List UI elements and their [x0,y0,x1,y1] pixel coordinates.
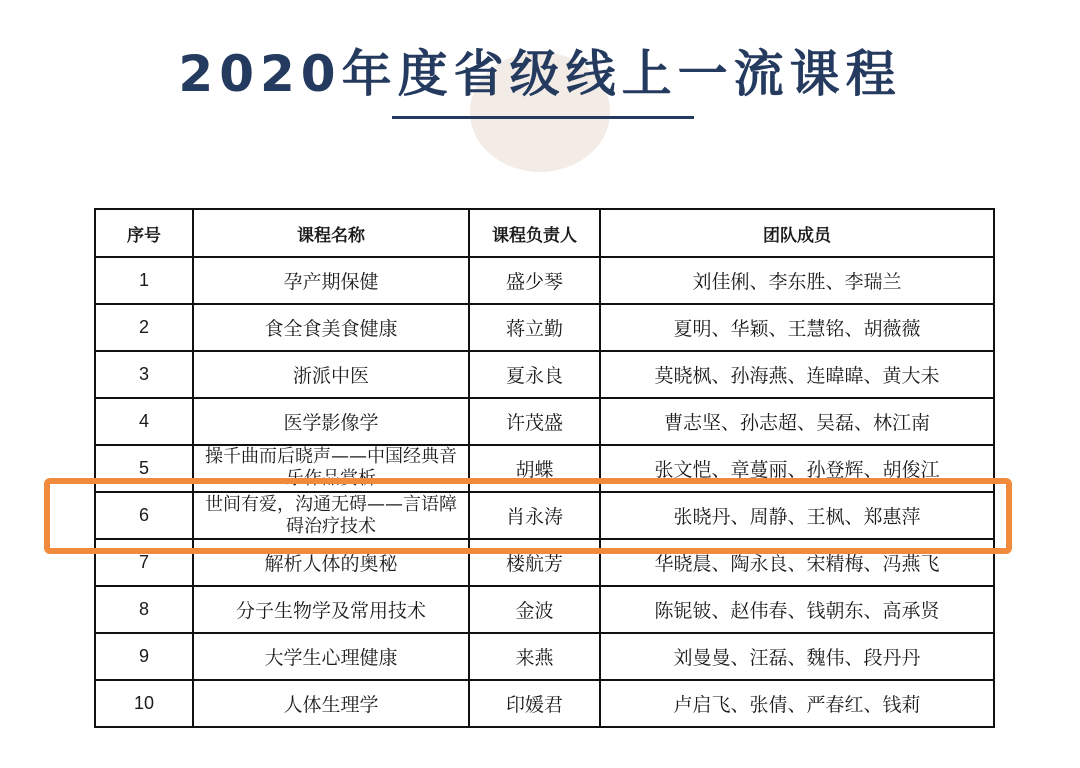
row-course-name: 分子生物学及常用技术 [193,586,469,633]
title-underline [392,116,694,119]
row-members: 张文恺、章蔓丽、孙登辉、胡俊江 [600,445,994,492]
row-course-name: 医学影像学 [193,398,469,445]
table-header-row [95,209,994,257]
page-title: 2020年度省级线上一流课程 [178,45,902,103]
row-members: 陈铌铍、赵伟春、钱朝东、高承贤 [600,586,994,633]
row-members: 夏明、华颖、王慧铭、胡薇薇 [600,304,994,351]
row-index: 8 [95,586,193,633]
header-leader: 课程负责人 [469,209,600,257]
table-row [95,586,994,633]
row-index: 7 [95,539,193,586]
table-row [95,257,994,304]
row-course-name: 大学生心理健康 [193,633,469,680]
highlight-box-row-6 [44,478,1012,554]
row-index: 5 [95,445,193,492]
table-row [95,680,994,727]
row-members: 华晓晨、陶永良、宋精梅、冯燕飞 [600,539,994,586]
row-course-name: 食全食美食健康 [193,304,469,351]
row-leader: 印媛君 [469,680,600,727]
row-course-name: 世间有爱，沟通无碍——言语障碍治疗技术 [193,492,469,539]
row-leader: 金波 [469,586,600,633]
row-leader: 盛少琴 [469,257,600,304]
table-row [95,398,994,445]
course-name-text: 操千曲而后晓声——中国经典音乐作品赏析 [205,446,457,489]
row-index: 1 [95,257,193,304]
header-members: 团队成员 [600,209,994,257]
row-leader: 来燕 [469,633,600,680]
row-members: 莫晓枫、孙海燕、连暐暐、黄大未 [600,351,994,398]
row-leader: 楼航芳 [469,539,600,586]
table-row [95,633,994,680]
row-members: 曹志坚、孙志超、吴磊、林江南 [600,398,994,445]
row-members: 张晓丹、周静、王枫、郑惠萍 [600,492,994,539]
header-course-name: 课程名称 [193,209,469,257]
row-index: 9 [95,633,193,680]
row-leader: 夏永良 [469,351,600,398]
header-index: 序号 [95,209,193,257]
table-row [95,351,994,398]
row-course-name: 解析人体的奥秘 [193,539,469,586]
row-index: 10 [95,680,193,727]
row-index: 6 [95,492,193,539]
row-leader: 许茂盛 [469,398,600,445]
row-course-name: 孕产期保健 [193,257,469,304]
row-index: 3 [95,351,193,398]
row-index: 4 [95,398,193,445]
row-index: 2 [95,304,193,351]
row-members: 刘曼曼、汪磊、魏伟、段丹丹 [600,633,994,680]
row-leader: 肖永涛 [469,492,600,539]
row-leader: 蒋立勤 [469,304,600,351]
row-members: 刘佳俐、李东胜、李瑞兰 [600,257,994,304]
row-leader: 胡蝶 [469,445,600,492]
table-row [95,304,994,351]
row-course-name: 人体生理学 [193,680,469,727]
course-table [94,208,995,728]
row-members: 卢启飞、张倩、严春红、钱莉 [600,680,994,727]
row-course-name: 浙派中医 [193,351,469,398]
